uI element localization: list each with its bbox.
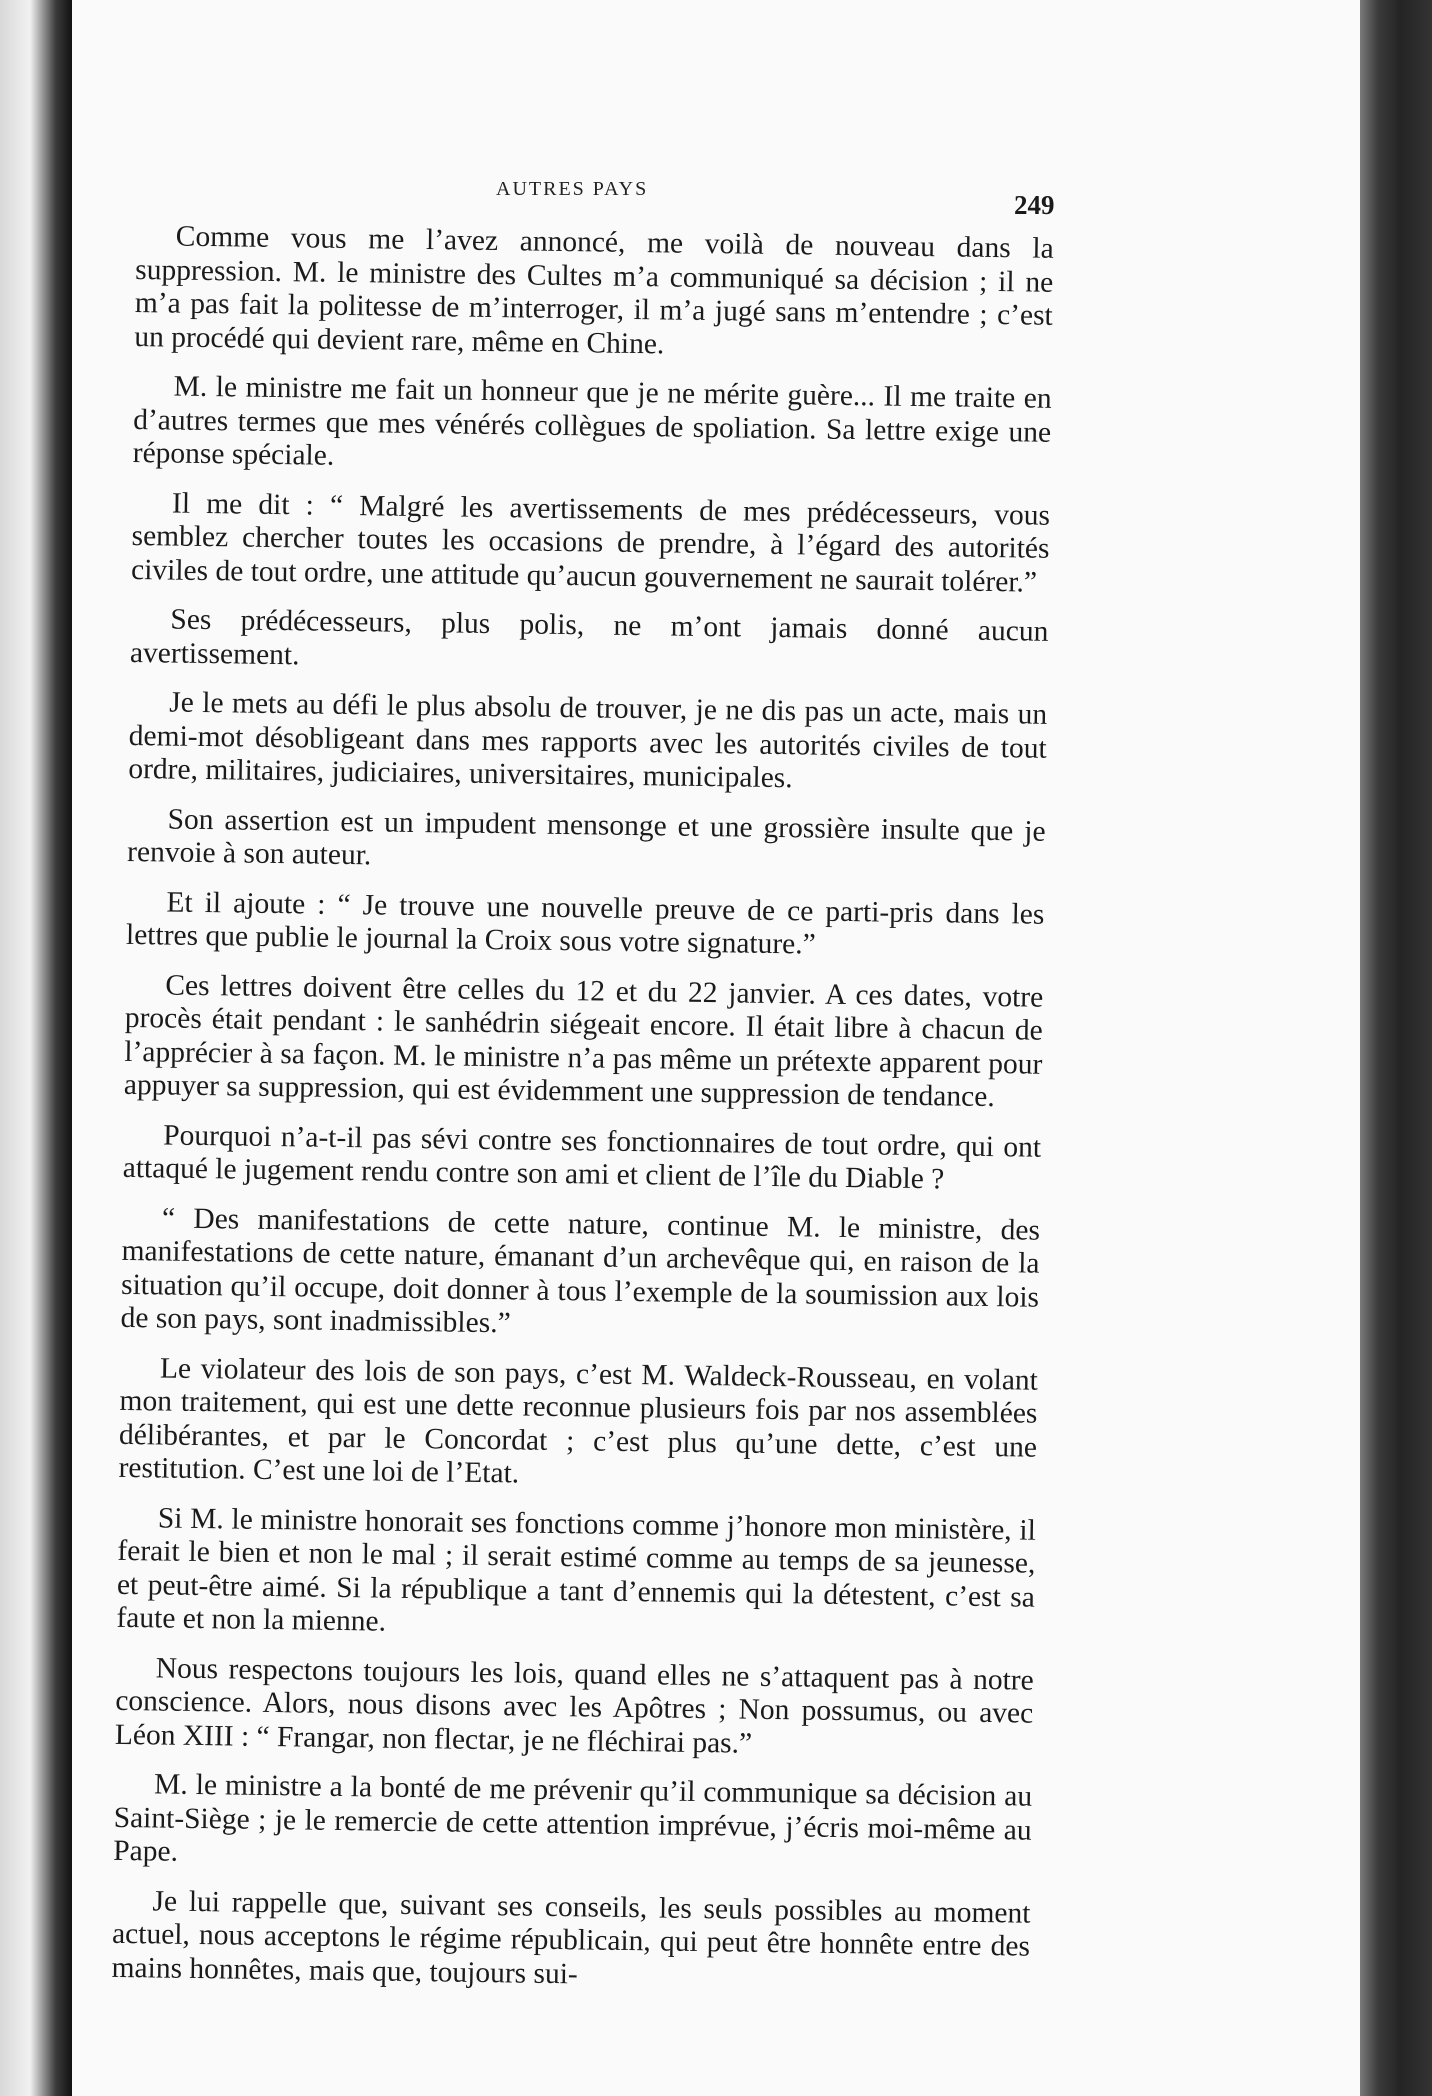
paragraph: Ces lettres doivent être celles du 12 et du 22 janvier. A ces dates, votre procès était pendant : le sanhédrin siégeait encore. Il était libre à chacun de l’apprécier à sa façon. M. le ministre n’a pas même un prétexte apparent pour appuyer sa suppression, qui est évidemment une suppression de tendance. bbox=[123, 968, 1044, 1114]
paragraph: Il me dit : “ Malgré les avertissements de mes prédécesseurs, vous semblez chercher toutes les occasions de prendre, à l’égard des autorités civiles de tout ordre, une attitude qu’aucun gouvernement ne saurait tolérer.” bbox=[130, 487, 1051, 599]
paragraph: Si M. le ministre honorait ses fonctions comme j’honore mon ministère, il ferait le bien et non le mal ; il serait estimé comme au temps de sa jeunesse, et peut-être aimé. Si la république a tant d’ennemis qui la détestent, c’est sa faute et non la mienne. bbox=[116, 1501, 1037, 1638]
paragraph: Le violateur des lois de son pays, c’est M. Waldeck-Rousseau, en volant mon traitement, qui est une dette reconnue plusieurs fois par nos assemblées délibérantes, et par le Concordat ; c’est plus qu’une dette, c’est une restitution. C’est une loi de l’Etat. bbox=[118, 1351, 1039, 1490]
left-page-edge bbox=[0, 0, 72, 2096]
paragraph: M. le ministre a la bonté de me prévenir qu’il communique sa décision au Saint-Siège ; je le remercie de cette attention imprévue, j’écris moi-même au Pape. bbox=[113, 1768, 1033, 1868]
paragraph: M. le ministre me fait un honneur que je ne mérite guère... Il me traite en d’autres termes que mes vénérés collègues de spoliation. Sa lettre exige une réponse spéciale. bbox=[132, 370, 1052, 472]
paragraph: “ Des manifestations de cette nature, continue M. le ministre, des manifestations de cette nature, émanant d’un archevêque qui, en raison de la situation qu’il occupe, doit donner à tous l’exemple de la soumission aux lois de son pays, sont inadmissibles.” bbox=[120, 1201, 1041, 1340]
paragraph: Pourquoi n’a-t-il pas sévi contre ses fonctionnaires de tout ordre, qui ont attaqué le jugement rendu contre son ami et client de l’île du Diable ? bbox=[122, 1118, 1042, 1196]
paragraph: Ses prédécesseurs, plus polis, ne m’ont jamais donné aucun avertissement. bbox=[129, 603, 1049, 671]
paragraph: Comme vous me l’avez annoncé, me voilà de nouveau dans la suppression. M. le ministre des Cultes m’a communiqué sa décision ; il ne m’a pas fait la politesse de m’interroger, il m’a jugé sans m’entendre ; c’est un procédé qui devient rare, même en Chine. bbox=[134, 220, 1054, 360]
right-page-edge bbox=[1360, 0, 1432, 2096]
paragraph: Nous respectons toujours les lois, quand elles ne s’attaquent pas à notre conscience. Alors, nous disons avec les Apôtres ; Non possumus, ou avec Léon XIII : “ Frangar, non flectar, je ne fléchirai pas.” bbox=[114, 1651, 1034, 1760]
paragraph: Je lui rappelle que, suivant ses conseils, les seuls possibles au moment actuel, nous acceptons le régime républicain, qui peut être honnête entre des mains honnêtes, mais que, toujours sui- bbox=[111, 1884, 1031, 1990]
page-number: 249 bbox=[1014, 190, 1055, 220]
page-header bbox=[72, 168, 1360, 218]
running-head: AUTRES PAYS bbox=[496, 178, 649, 200]
body-text bbox=[111, 220, 1054, 2014]
paragraph: Son assertion est un impudent mensonge et une grossière insulte que je renvoie à son auteur. bbox=[126, 803, 1046, 872]
paragraph: Et il ajoute : “ Je trouve une nouvelle preuve de ce parti-pris dans les lettres que publie le journal la Croix sous votre signature.” bbox=[125, 885, 1045, 961]
paragraph: Je le mets au défi le plus absolu de trouver, je ne dis pas un acte, mais un demi-mot désobligeant dans mes rapports avec les autorités civiles de tout ordre, militaires, judiciaires, universitaires, municipales. bbox=[128, 686, 1048, 795]
